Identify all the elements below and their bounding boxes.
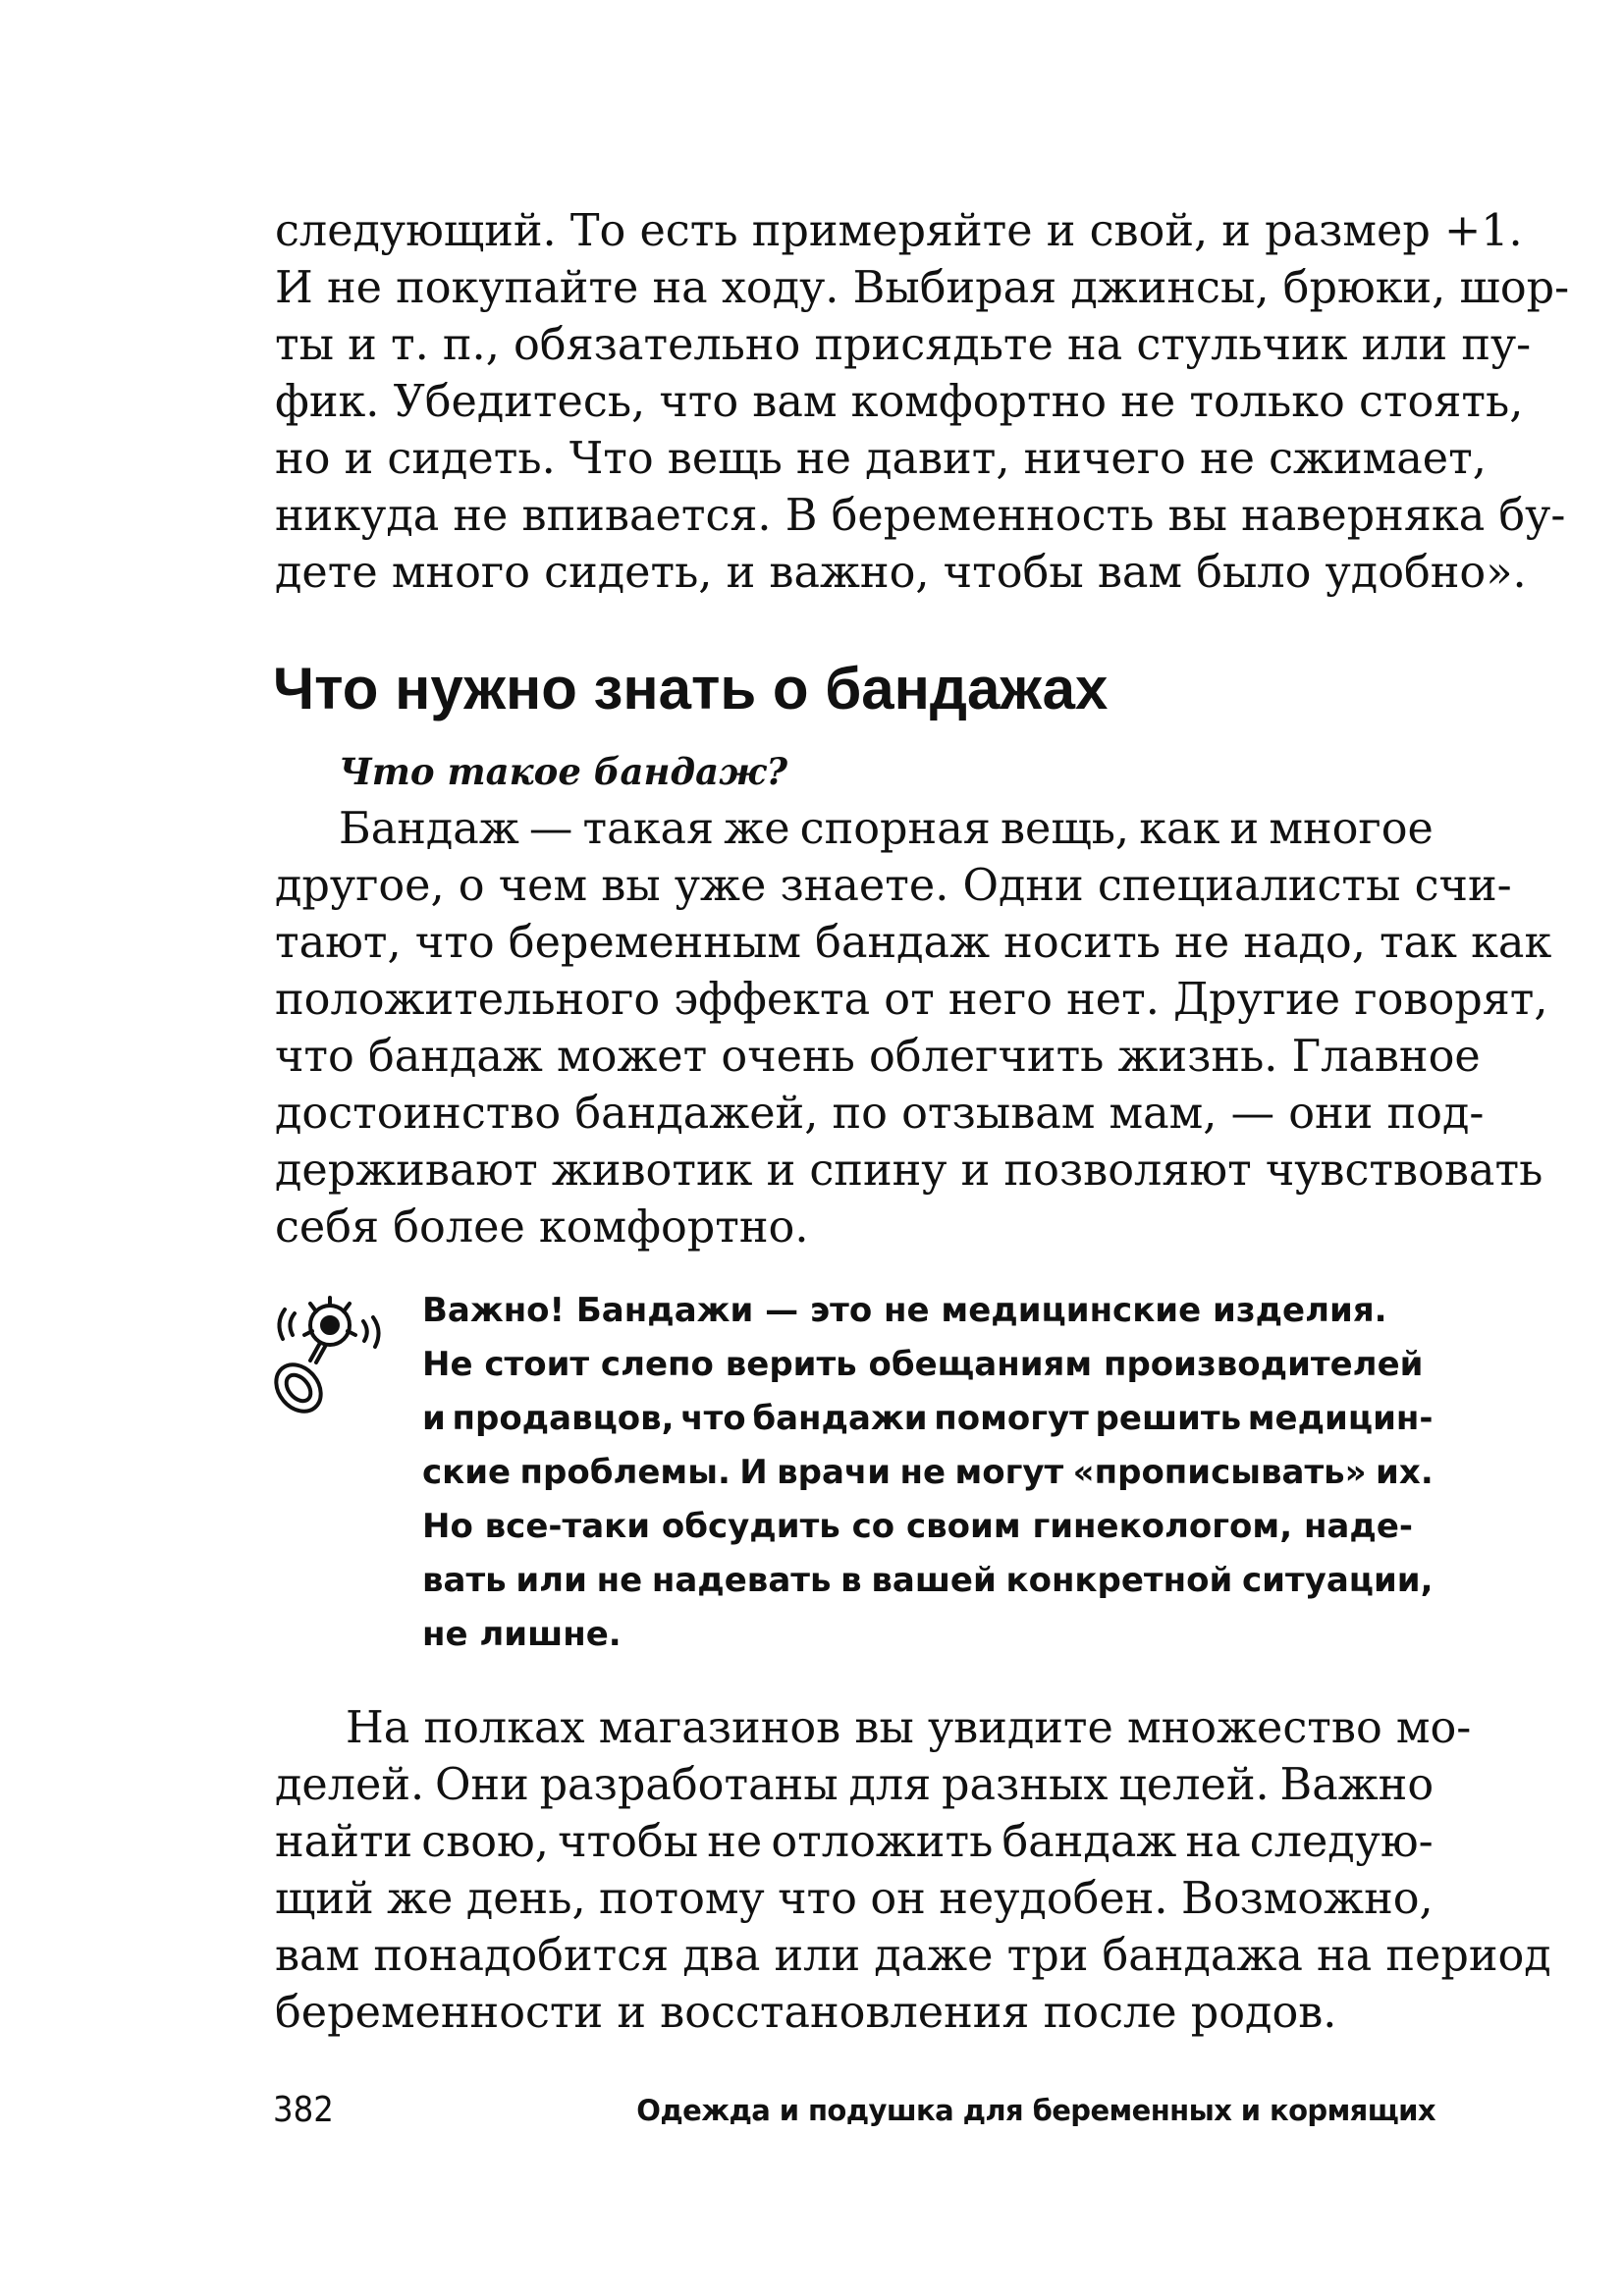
- text-line: вам понадобится два или даже три бандажа на период: [275, 1931, 1551, 1981]
- text-line: достоинство бандажей, по отзывам мам, — они под-: [275, 1089, 1485, 1139]
- note-line: вать или не надевать в вашей конкретной ситуации,: [422, 1561, 1434, 1600]
- text-line: но и сидеть. Что вещь не давит, ничего не сжимает,: [275, 434, 1487, 484]
- note-line: Но все-таки обсудить со своим гинекологом, наде-: [422, 1507, 1414, 1546]
- note-line: и продавцов, что бандажи помогут решить медицин-: [422, 1399, 1434, 1438]
- important-note: [422, 1284, 1434, 1662]
- text-line: беременности и восстановления после родов.: [275, 1988, 1337, 2038]
- note-line: ские проблемы. И врачи не могут «прописывать» их.: [422, 1453, 1434, 1492]
- text-line: следующий. То есть примеряйте и свой, и размер +1.: [275, 206, 1523, 256]
- note-line: Важно! Бандажи — это не медицинские изделия.: [422, 1291, 1387, 1330]
- text-line: что бандаж может очень облегчить жизнь. Главное: [275, 1032, 1481, 1082]
- text-line: дете много сидеть, и важно, чтобы вам было удобно».: [275, 548, 1527, 598]
- top-paragraph: [275, 203, 1570, 602]
- text-line: На полках магазинов вы увидите множество мо-: [346, 1703, 1472, 1753]
- text-line: щий же день, потому что он неудобен. Возможно,: [275, 1874, 1434, 1924]
- text-line: положительного эффекта от него нет. Другие говорят,: [275, 975, 1548, 1025]
- note-line: не лишне.: [422, 1615, 622, 1654]
- baby-rattle-icon: [265, 1288, 403, 1415]
- text-line: ты и т. п., обязательно присядьте на стульчик или пу-: [275, 320, 1532, 370]
- section-heading: Что нужно знать о бандажах: [273, 656, 1109, 721]
- text-line: найти свою, чтобы не отложить бандаж на следую-: [275, 1817, 1434, 1867]
- text-line: фик. Убедитесь, что вам комфортно не только стоять,: [275, 377, 1524, 427]
- text-line: делей. Они разработаны для разных целей. Важно: [275, 1760, 1435, 1810]
- text-line: другое, о чем вы уже знаете. Одни специалисты счи-: [275, 861, 1512, 911]
- text-line: никуда не впивается. В беременность вы наверняка бу-: [275, 491, 1566, 541]
- intro-paragraph: [275, 801, 1552, 1256]
- text-line: тают, что беременным бандаж носить не надо, так как: [275, 918, 1552, 968]
- note-line: Не стоит слепо верить обещаниям производителей: [422, 1345, 1424, 1384]
- text-line: И не покупайте на ходу. Выбирая джинсы, брюки, шор-: [275, 263, 1570, 313]
- text-line: Бандаж — такая же спорная вещь, как и многое: [339, 804, 1434, 854]
- section-subheading: Что такое бандаж?: [339, 750, 788, 793]
- closing-paragraph: [275, 1700, 1551, 2042]
- text-line: себя более комфортно.: [275, 1202, 809, 1253]
- text-line: держивают животик и спину и позволяют чувствовать: [275, 1146, 1543, 1196]
- page-number: 382: [273, 2090, 334, 2130]
- running-title: Одежда и подушка для беременных и кормящих: [636, 2094, 1435, 2127]
